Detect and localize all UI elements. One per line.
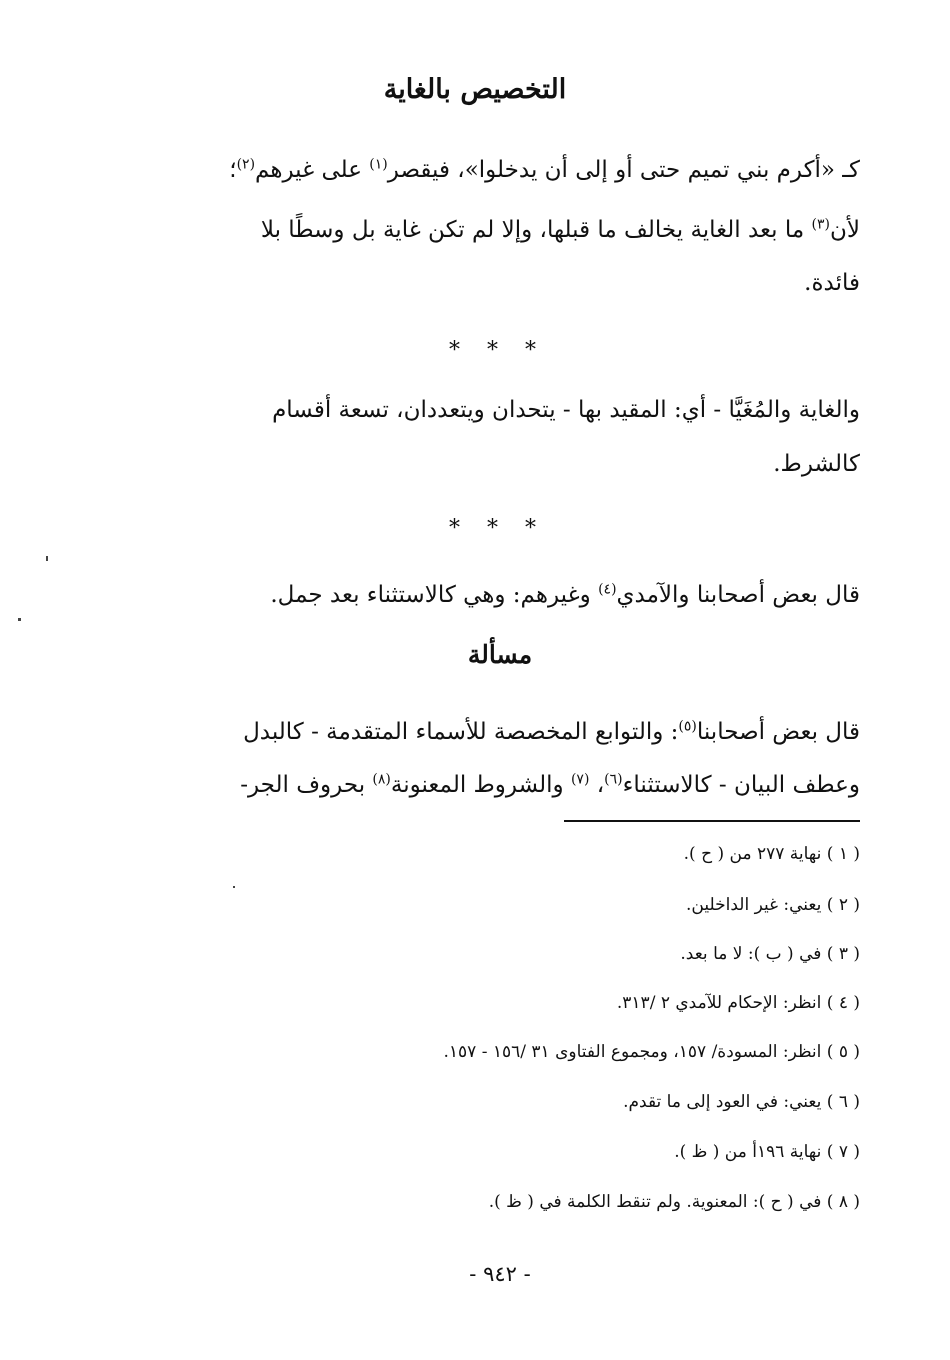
- footnote-7: ( ٧ ) نهاية ١٩٦أ من ( ظ ).: [674, 1142, 860, 1162]
- text-run: وعطف البيان - كالاستثناء: [622, 772, 860, 798]
- text-run: ؛: [229, 157, 237, 183]
- paragraph-1-line-2: [130, 210, 860, 250]
- footnote-ref: (٦): [604, 771, 623, 788]
- footnote-ref: (٤): [598, 581, 617, 598]
- paragraph-2: [130, 390, 860, 484]
- paragraph-4-line-2: [130, 765, 860, 805]
- footnote-5: ( ٥ ) انظر: المسودة/ ١٥٧، ومجموع الفتاوى ٣١ /١٥٦ - ١٥٧.: [443, 1042, 860, 1062]
- page-number: - ٩٤٢ -: [469, 1262, 531, 1286]
- scan-speck: [46, 556, 48, 561]
- text-run: ما بعد الغاية يخالف ما قبلها، وإلا لم تكن غاية بل وسطًا بلا: [260, 217, 812, 243]
- text-run: والشروط المعنونة: [390, 772, 571, 798]
- paragraph-4: [130, 712, 860, 805]
- text-run: قال بعض أصحابنا: [696, 719, 860, 745]
- footnote-3: ( ٣ ) في ( ب ): لا ما بعد.: [680, 944, 860, 964]
- section-separator: * * *: [449, 516, 546, 541]
- footnote-2: ( ٢ ) يعني: غير الداخلين.: [686, 895, 860, 915]
- text-run: كـ «أكرم بني تميم حتى أو إلى أن يدخلوا»، فيقصر: [387, 157, 860, 183]
- text-run: لأن: [829, 217, 860, 243]
- paragraph-3-line-1: [130, 575, 860, 615]
- footnote-ref: (٨): [372, 771, 391, 788]
- paragraph-2-line-2: كالشرط.: [773, 451, 860, 477]
- paragraph-1: [130, 150, 860, 303]
- footnote-divider: [564, 820, 860, 822]
- footnote-8: ( ٨ ) في ( ح ): المعنوية. ولم تنقط الكلمة في ( ظ ).: [488, 1192, 860, 1212]
- footnote-4: ( ٤ ) انظر: الإحكام للآمدي ٢ /٣١٣.: [616, 993, 860, 1013]
- section-separator: * * *: [449, 338, 546, 363]
- footnote-ref: (٥): [678, 718, 697, 735]
- text-run: : والتوابع المخصصة للأسماء المتقدمة - كالبدل: [243, 719, 679, 745]
- section-heading: مسألة: [467, 640, 533, 669]
- footnote-ref: (٧): [570, 771, 590, 788]
- footnote-ref: (١): [369, 156, 388, 173]
- scan-speck: [233, 886, 235, 888]
- paragraph-1-line-3: فائدة.: [804, 270, 860, 296]
- scan-speck: [18, 618, 21, 621]
- footnote-6: ( ٦ ) يعني: في العود إلى ما تقدم.: [623, 1092, 860, 1112]
- paragraph-4-line-1: [130, 712, 860, 752]
- footnote-ref: (٢): [236, 156, 256, 173]
- text-run: ،: [589, 772, 605, 798]
- footnote-1: ( ١ ) نهاية ٢٧٧ من ( ح ).: [683, 844, 860, 864]
- text-run: قال بعض أصحابنا والآمدي: [616, 582, 860, 608]
- text-run: بحروف الجر-: [240, 772, 373, 798]
- page-title: التخصيص بالغاية: [383, 74, 567, 105]
- paragraph-2-line-1: والغاية والمُغَيَّا - أي: المقيد بها - يتحدان ويتعددان، تسعة أقسام: [272, 397, 860, 423]
- footnote-ref: (٣): [811, 216, 830, 233]
- paragraph-1-line-1: [130, 150, 860, 190]
- paragraph-3: [130, 575, 860, 615]
- text-run: على غيرهم: [255, 157, 370, 183]
- text-run: وغيرهم: وهي كالاستثناء بعد جمل.: [270, 582, 599, 608]
